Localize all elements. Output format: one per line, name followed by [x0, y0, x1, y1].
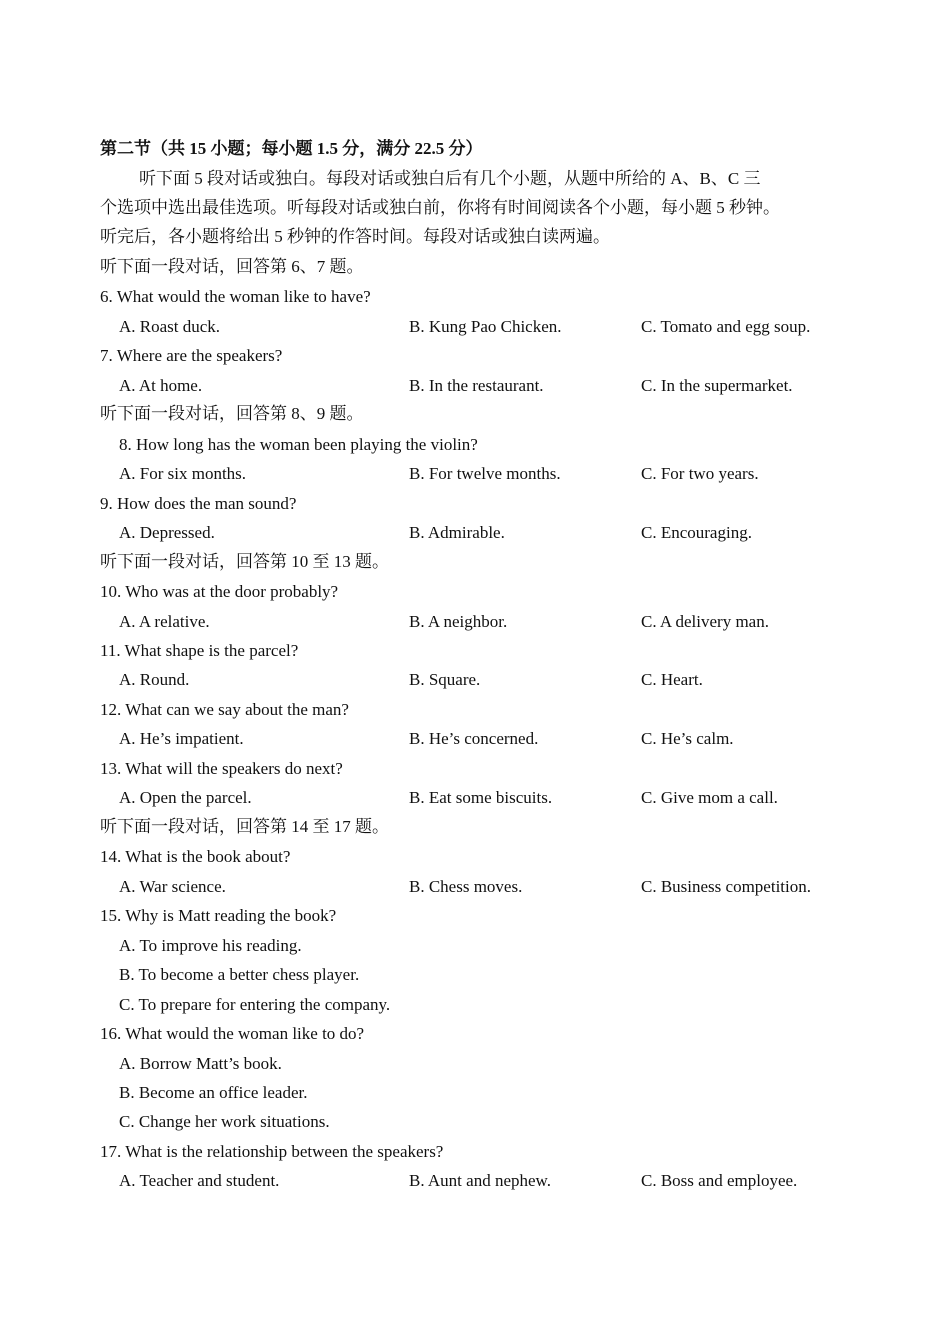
- option-b: B. Admirable.: [409, 523, 505, 542]
- instructions-line-3: 听完后，各小题将给出 5 秒钟的作答时间。每段对话或独白读两遍。: [100, 227, 610, 246]
- group-header: 听下面一段对话，回答第 10 至 13 题。: [100, 552, 389, 571]
- option-a: A. Open the parcel.: [119, 788, 252, 807]
- option-b: B. He’s concerned.: [409, 729, 539, 748]
- option-a: A. Teacher and student.: [119, 1171, 280, 1190]
- option-c: C. A delivery man.: [641, 612, 769, 631]
- option-a: A. He’s impatient.: [119, 729, 244, 748]
- option-c: C. In the supermarket.: [641, 376, 793, 395]
- option-c: C. Encouraging.: [641, 523, 752, 542]
- option-c: C. Give mom a call.: [641, 788, 778, 807]
- option-c: C. Tomato and egg soup.: [641, 317, 811, 336]
- option-c: C. For two years.: [641, 464, 759, 483]
- option-b: B. For twelve months.: [409, 464, 561, 483]
- option-b: B. To become a better chess player.: [119, 965, 360, 984]
- option-b: B. Chess moves.: [409, 877, 523, 896]
- section-title: 第二节（共 15 小题；每小题 1.5 分，满分 22.5 分）: [100, 139, 483, 158]
- question-stem: 13. What will the speakers do next?: [100, 759, 343, 778]
- option-a: A. A relative.: [119, 612, 210, 631]
- question-stem: 9. How does the man sound?: [100, 494, 297, 513]
- question-stem: 15. Why is Matt reading the book?: [100, 906, 337, 925]
- option-c: C. Business competition.: [641, 877, 811, 896]
- question-stem: 12. What can we say about the man?: [100, 700, 349, 719]
- option-c: C. Heart.: [641, 670, 703, 689]
- option-b: B. In the restaurant.: [409, 376, 544, 395]
- question-stem: 8. How long has the woman been playing the violin?: [119, 435, 478, 454]
- instructions-line-1: 听下面 5 段对话或独白。每段对话或独白后有几个小题，从题中所给的 A、B、C 三: [139, 169, 761, 188]
- option-b: B. Kung Pao Chicken.: [409, 317, 562, 336]
- option-c: C. To prepare for entering the company.: [119, 995, 391, 1014]
- option-a: A. Borrow Matt’s book.: [119, 1054, 282, 1073]
- option-b: B. Aunt and nephew.: [409, 1171, 551, 1190]
- instructions-line-2: 个选项中选出最佳选项。听每段对话或独白前，你将有时间阅读各个小题，每小题 5 秒钟。: [100, 198, 780, 217]
- option-c: C. He’s calm.: [641, 729, 734, 748]
- group-header: 听下面一段对话，回答第 14 至 17 题。: [100, 817, 389, 836]
- option-b: B. Square.: [409, 670, 481, 689]
- question-stem: 17. What is the relationship between the speakers?: [100, 1142, 444, 1161]
- question-stem: 11. What shape is the parcel?: [100, 641, 299, 660]
- option-a: A. Roast duck.: [119, 317, 221, 336]
- option-a: A. For six months.: [119, 464, 247, 483]
- option-b: B. Become an office leader.: [119, 1083, 308, 1102]
- question-stem: 7. Where are the speakers?: [100, 346, 283, 365]
- option-b: B. Eat some biscuits.: [409, 788, 553, 807]
- question-stem: 16. What would the woman like to do?: [100, 1024, 365, 1043]
- option-b: B. A neighbor.: [409, 612, 508, 631]
- option-a: A. At home.: [119, 376, 203, 395]
- question-stem: 14. What is the book about?: [100, 847, 291, 866]
- option-c: C. Boss and employee.: [641, 1171, 798, 1190]
- question-stem: 10. Who was at the door probably?: [100, 582, 339, 601]
- group-header: 听下面一段对话，回答第 8、9 题。: [100, 404, 364, 423]
- option-c: C. Change her work situations.: [119, 1112, 330, 1131]
- option-a: A. To improve his reading.: [119, 936, 302, 955]
- option-a: A. Round.: [119, 670, 190, 689]
- option-a: A. Depressed.: [119, 523, 215, 542]
- question-stem: 6. What would the woman like to have?: [100, 287, 371, 306]
- group-header: 听下面一段对话，回答第 6、7 题。: [100, 257, 364, 276]
- option-a: A. War science.: [119, 877, 226, 896]
